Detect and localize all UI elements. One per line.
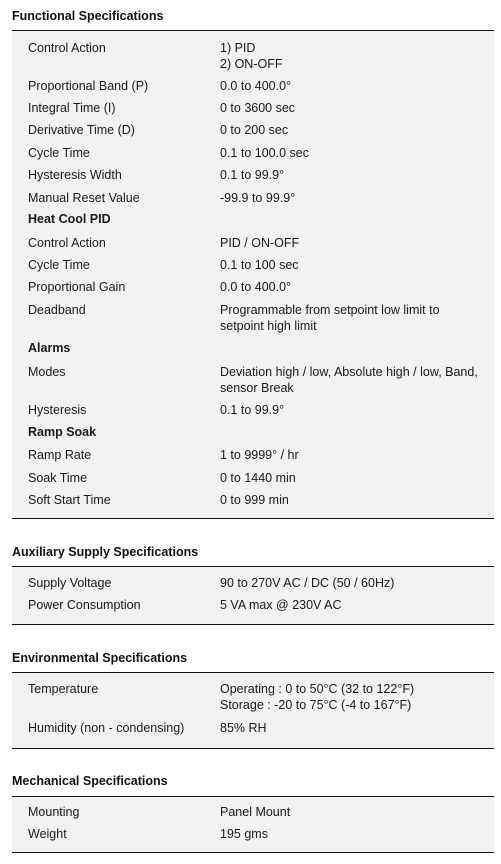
functional-spec-panel [12,30,494,519]
spec-value: 195 gms [220,827,268,841]
mechanical-section-title: Mechanical Specifications [12,774,168,788]
spec-value: 0.1 to 99.9° [220,403,285,417]
spec-value: 0 to 3600 sec [220,101,296,115]
spec-value: 0.0 to 400.0° [220,79,292,93]
spec-value-line: Operating : 0 to 50°C (32 to 122°F) [220,682,415,696]
spec-value: PID / ON-OFF [220,236,300,250]
spec-label: Hysteresis Width [28,168,122,182]
spec-label: Weight [28,827,67,841]
spec-label: Mounting [28,805,80,819]
spec-value: 1 to 9999° / hr [220,448,299,462]
spec-label: Soft Start Time [28,493,111,507]
spec-value: 0.1 to 99.9° [220,168,285,182]
spec-label: Hysteresis [28,403,87,417]
environmental-spec-panel [12,672,494,749]
spec-value: 0.1 to 100.0 sec [220,146,309,160]
spec-label: Humidity (non - condensing) [28,721,185,735]
spec-value [220,40,490,72]
auxiliary-spec-panel [12,566,494,625]
spec-label: Integral Time (I) [28,101,116,115]
spec-value-line: Programmable from setpoint low limit to [220,303,440,317]
spec-label: Temperature [28,682,99,696]
spec-value-line: 1) PID [220,41,256,55]
spec-value-line: Deviation high / low, Absolute high / low, Band, [220,365,478,379]
spec-value-line: sensor Break [220,381,294,395]
spec-value: -99.9 to 99.9° [220,191,296,205]
functional-section-title: Functional Specifications [12,9,164,23]
spec-value-line: 2) ON-OFF [220,57,283,71]
heat-cool-subheading: Heat Cool PID [28,212,111,226]
spec-label: Control Action [28,41,106,55]
spec-label: Cycle Time [28,146,90,160]
spec-value: Panel Mount [220,805,291,819]
spec-value-line: setpoint high limit [220,319,317,333]
spec-label: Cycle Time [28,258,90,272]
ramp-soak-subheading: Ramp Soak [28,425,97,439]
spec-label: Derivative Time (D) [28,123,135,137]
spec-value [220,364,490,396]
spec-value: 0.1 to 100 sec [220,258,299,272]
mechanical-spec-panel [12,796,494,853]
spec-value-line: Storage : -20 to 75°C (-4 to 167°F) [220,698,412,712]
spec-value: 85% RH [220,721,267,735]
environmental-section-title: Environmental Specifications [12,651,188,665]
alarms-subheading: Alarms [28,341,71,355]
spec-value: 0 to 1440 min [220,471,296,485]
spec-label: Supply Voltage [28,576,112,590]
spec-label: Soak Time [28,471,88,485]
spec-label: Proportional Band (P) [28,79,149,93]
auxiliary-section-title: Auxiliary Supply Specifications [12,545,199,559]
spec-value [220,681,490,713]
spec-value: 0 to 200 sec [220,123,289,137]
spec-label: Deadband [28,303,86,317]
spec-label: Manual Reset Value [28,191,140,205]
spec-value: 0 to 999 min [220,493,289,507]
spec-label: Modes [28,365,66,379]
spec-label: Proportional Gain [28,280,126,294]
spec-value: 90 to 270V AC / DC (50 / 60Hz) [220,576,395,590]
spec-label: Power Consumption [28,598,141,612]
spec-label: Ramp Rate [28,448,92,462]
spec-value: 0.0 to 400.0° [220,280,292,294]
spec-value [220,302,490,334]
spec-value: 5 VA max @ 230V AC [220,598,342,612]
spec-label: Control Action [28,236,106,250]
